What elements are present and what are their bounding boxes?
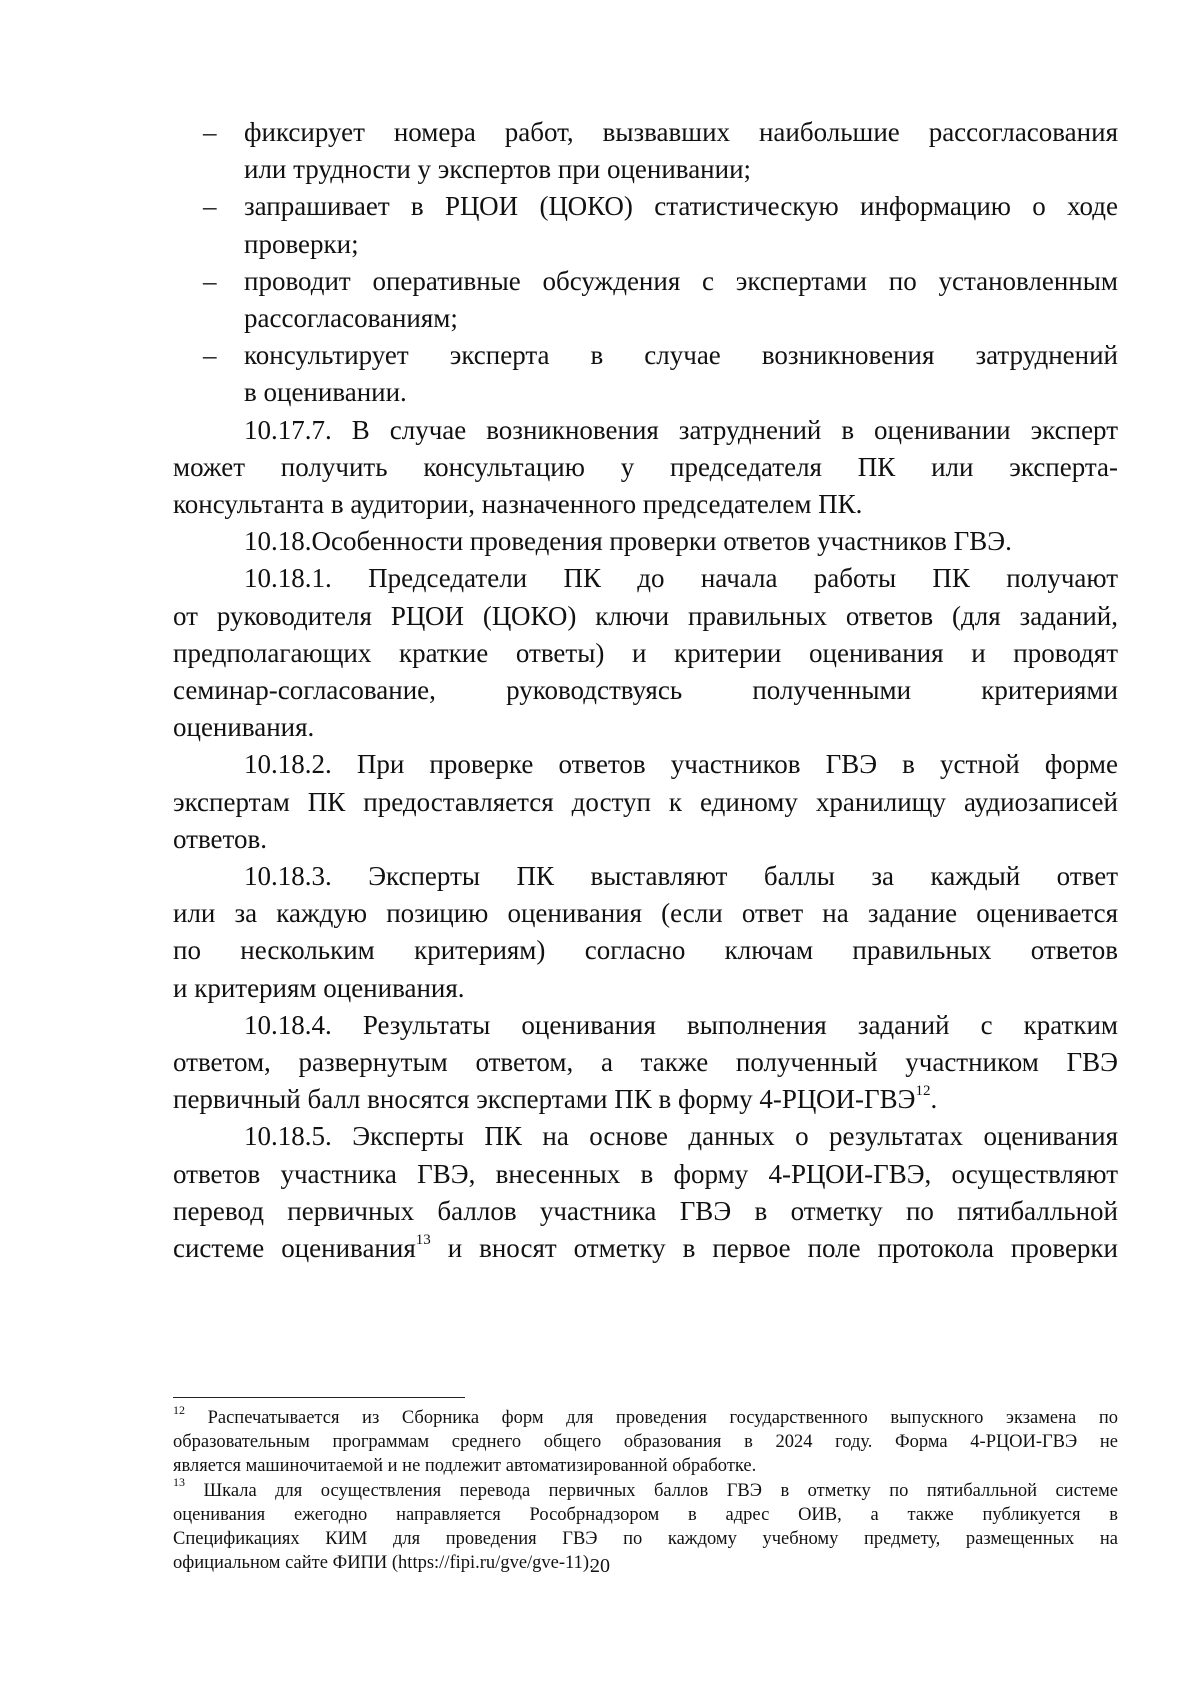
section-heading: 10.18.Особенности проведения проверки ответов участников ГВЭ. xyxy=(244,526,1012,557)
bullet-item xyxy=(173,188,1118,262)
dash-marker: – xyxy=(203,340,217,371)
footnote-ref-13[interactable]: 13 xyxy=(415,1232,431,1249)
footnote-mark: 12 xyxy=(173,1402,185,1417)
bullet-text: или трудности у экспертов при оценивании; xyxy=(244,154,752,185)
bullet-text: рассогласованиям; xyxy=(244,303,458,334)
paragraph-10-18-3 xyxy=(173,858,1118,1007)
bullet-item xyxy=(173,337,1118,411)
paragraph-line: 10.18.5. Эксперты ПК на основе данных о результатах оценивания xyxy=(244,1121,1118,1152)
footnote-mark: 13 xyxy=(173,1475,185,1490)
paragraph-line: оценивания. xyxy=(173,712,315,743)
footnote-line: образовательным программам среднего общего образования в 2024 году. Форма 4-РЦОИ-ГВЭ не xyxy=(173,1432,1118,1453)
paragraph-line: первичный балл вносятся экспертами ПК в форму 4-РЦОИ-ГВЭ$^{12}$. xyxy=(173,1083,938,1115)
dash-marker: – xyxy=(203,191,217,222)
bullet-text: проверки; xyxy=(244,228,359,259)
bullet-text: запрашивает в РЦОИ (ЦОКО) статистическую информацию о ходе xyxy=(244,191,1118,222)
paragraph-line: перевод первичных баллов участника ГВЭ в отметку по пятибалльной xyxy=(173,1195,1118,1226)
paragraph-line: системе оценивания$^{13}$ и вносят отметку в первое поле протокола проверки xyxy=(173,1232,1119,1264)
paragraph-10-18-2 xyxy=(173,746,1118,858)
footnote-line: Спецификациях КИМ для проведения ГВЭ по каждому учебному предмету, размещенных на xyxy=(173,1529,1118,1550)
bullet-text: фиксирует номера работ, вызвавших наибольшие рассогласования xyxy=(244,117,1118,147)
paragraph-line: по нескольким критериям) согласно ключам правильных ответов xyxy=(173,935,1118,966)
paragraph-line: экспертам ПК предоставляется доступ к единому хранилищу аудиозаписей xyxy=(173,786,1118,817)
footnote-line: официальном сайте ФИПИ (https://fipi.ru/gve/gve-11). xyxy=(173,1553,594,1574)
footnote-separator xyxy=(173,1397,465,1398)
paragraph-line: может получить консультацию у председателя ПК или эксперта- xyxy=(173,451,1118,482)
footnote-line: является машиночитаемой и не подлежит автоматизированной обработке. xyxy=(173,1456,757,1477)
document-body xyxy=(173,114,1118,1267)
paragraph-line: ответов участника ГВЭ, внесенных в форму 4-РЦОИ-ГВЭ, осуществляют xyxy=(173,1158,1118,1189)
paragraph-line: ответов. xyxy=(173,823,267,854)
paragraph-line: 10.18.2. При проверке ответов участников ГВЭ в устной форме xyxy=(244,749,1118,780)
footnotes xyxy=(173,1402,1118,1575)
dash-marker: – xyxy=(203,117,217,147)
paragraph-10-18-5 xyxy=(173,1118,1118,1267)
paragraph-line: консультанта в аудитории, назначенного председателем ПК. xyxy=(173,489,863,520)
paragraph-line: ответом, развернутым ответом, а также полученный участником ГВЭ xyxy=(173,1047,1118,1078)
paragraph-10-17-7 xyxy=(173,412,1118,524)
paragraph-line: 10.17.7. В случае возникновения затруднений в оценивании эксперт xyxy=(244,414,1118,445)
bullet-list xyxy=(173,114,1118,412)
paragraph-line: семинар-согласование, руководствуясь полученными критериями xyxy=(173,675,1118,706)
footnote-ref-12[interactable]: 12 xyxy=(915,1083,931,1100)
footnote-13: $^{13}$ Шкала для осуществления перевода первичных баллов ГВЭ в отметку по пятибалльной системе оценивания ежегодно направляется Рособрнадзором в адрес ОИВ, а также публикуется в Спецификациях КИМ для проведения ГВЭ по каждому учебному предмету, размещенных на официальном сайте ФИПИ (https://fipi.ru/gve/gve-11). xyxy=(173,1479,1118,1576)
footnote-12: $^{12}$ Распечатывается из Сборника форм для проведения государственного выпускного экзамена по образовательным программам среднего общего образования в 2024 году. Форма 4-РЦОИ-ГВЭ не является машиночитаемой и не подлежит автоматизированной обработке. xyxy=(173,1406,1118,1479)
page-number: 20 xyxy=(590,1555,610,1577)
paragraph-line: от руководителя РЦОИ (ЦОКО) ключи правильных ответов (для заданий, xyxy=(173,600,1118,631)
bullet-item xyxy=(173,263,1118,337)
paragraph-line: 10.18.1. Председатели ПК до начала работы ПК получают xyxy=(244,563,1118,594)
paragraph-line: или за каждую позицию оценивания (если ответ на задание оценивается xyxy=(173,898,1118,929)
bullet-text: консультирует эксперта в случае возникновения затруднений xyxy=(244,340,1118,371)
paragraph-10-18-4 xyxy=(173,1007,1118,1119)
bullet-text: в оценивании. xyxy=(244,377,407,408)
paragraph-line: предполагающих краткие ответы) и критерии оценивания и проводят xyxy=(173,637,1118,668)
paragraph-line: 10.18.3. Эксперты ПК выставляют баллы за каждый ответ xyxy=(244,861,1118,892)
paragraph-10-18-1 xyxy=(173,560,1118,746)
paragraph-line: и критериям оценивания. xyxy=(173,972,465,1003)
bullet-text: проводит оперативные обсуждения с экспертами по установленным xyxy=(244,265,1118,296)
paragraph-10-18 xyxy=(173,523,1118,560)
bullet-item xyxy=(173,114,1118,188)
dash-marker: – xyxy=(203,265,217,296)
paragraph-line: 10.18.4. Результаты оценивания выполнения заданий с кратким xyxy=(244,1009,1118,1040)
footnote-line: оценивания ежегодно направляется Рособрнадзором в адрес ОИВ, а также публикуется в xyxy=(173,1504,1118,1525)
